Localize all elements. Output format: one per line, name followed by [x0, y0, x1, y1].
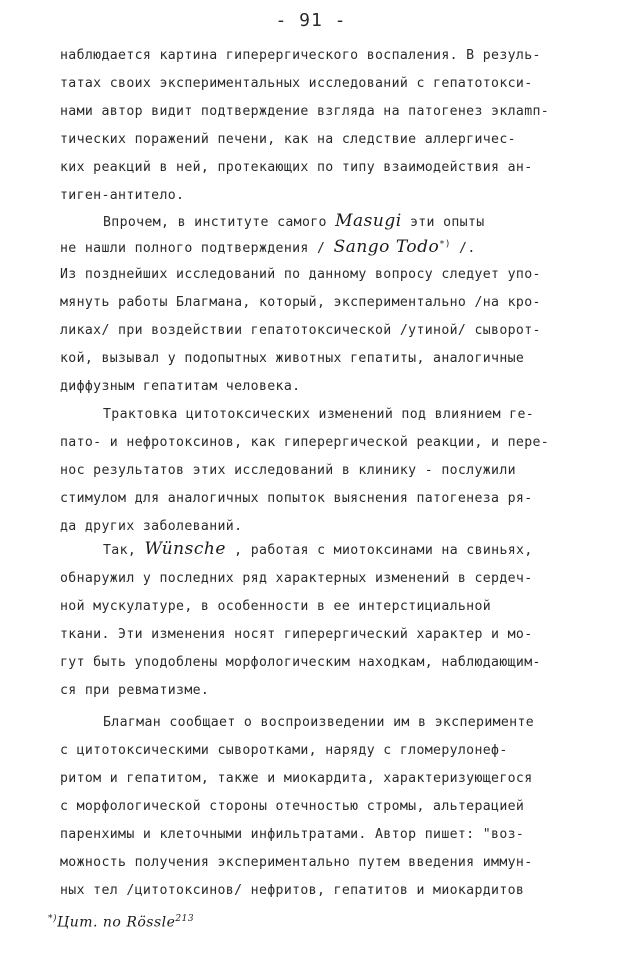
- handwritten-citation: Sango Todo: [333, 237, 440, 257]
- text-line: нос результатов этих исследований в клинику - послужили: [60, 463, 516, 478]
- text-line: Трактовка цитотоксических изменений под влиянием ге-: [103, 407, 535, 422]
- footnote: [48, 914, 194, 931]
- text-fragment: , работая с миотоксинами на свиньях,: [225, 543, 533, 558]
- text-line: пато- и нефротоксинов, как гиперергической реакции, и пере-: [60, 435, 550, 450]
- handwritten-name: Masugi: [335, 211, 402, 231]
- text-fragment: Впрочем, в институте самого: [103, 215, 336, 230]
- page-number: - 91 -: [275, 10, 347, 31]
- text-line: Из позднейших исследований по данному вопросу следует упо-: [60, 267, 541, 282]
- footnote-marker: *): [439, 239, 451, 250]
- text-line: Благман сообщает о воспроизведении им в эксперименте: [103, 715, 535, 730]
- text-line: обнаружил у последних ряд характерных изменений в сердеч-: [60, 571, 533, 586]
- text-line: кой, вызывал у подопытных животных гепатиты, аналогичные: [60, 351, 525, 366]
- text-line: тических поражений печени, как на следствие аллергичес-: [60, 132, 516, 147]
- text-line: с морфологической стороны отечностью стромы, альтерацией: [60, 799, 525, 814]
- text-line: тиген-антитело.: [60, 188, 185, 203]
- text-line: ткани. Эти изменения носят гиперергический характер и мо-: [60, 627, 533, 642]
- text-line: с цитотоксическими сыворотками, наряду с гломерулонеф-: [60, 743, 508, 758]
- text-line: татах своих экспериментальных исследований с гепатотокси-: [60, 76, 533, 91]
- text-line: [103, 213, 485, 230]
- text-line: ных тел /цитотоксинов/ нефритов, гепатитов и миокардитов: [60, 883, 525, 898]
- text-line: наблюдается картина гиперергического воспаления. В резуль-: [60, 48, 541, 63]
- text-fragment: не нашли полного подтверждения /: [60, 241, 334, 256]
- text-line: стимулом для аналогичных попыток выяснения патогенеза ря-: [60, 491, 533, 506]
- text-line: ной мускулатуре, в особенности в ее интерстициальной: [60, 599, 492, 614]
- text-line: [60, 239, 476, 256]
- text-line: мянуть работы Благмана, который, экспериментально /на кро-: [60, 295, 541, 310]
- text-line: ся при ревматизме.: [60, 683, 210, 698]
- text-line: можность получения экспериментально путем введения иммун-: [60, 855, 533, 870]
- text-fragment: Так,: [103, 543, 145, 558]
- text-fragment: эти опыты: [401, 215, 485, 230]
- text-line: нами автор видит подтверждение взгляда на патогенез эклamп-: [60, 104, 550, 119]
- handwritten-name: Wünsche: [144, 539, 226, 559]
- text-line: ких реакций в ней, протекающих по типу взаимодействия ан-: [60, 160, 533, 175]
- text-line: [103, 541, 533, 558]
- text-line: ритом и гепатитом, также и миокардита, характеризующегося: [60, 771, 533, 786]
- footnote-marker: *): [48, 914, 58, 924]
- text-fragment: /.: [450, 241, 476, 256]
- text-line: паренхимы и клеточными инфильтратами. Автор пишет: "воз-: [60, 827, 525, 842]
- text-line: диффузным гепатитам человека.: [60, 379, 301, 394]
- text-line: да других заболеваний.: [60, 519, 243, 534]
- text-line: ликах/ при воздействии гепатотоксической /утиной/ сыворот-: [60, 323, 541, 338]
- footnote-page-ref: 213: [175, 914, 195, 924]
- text-line: гут быть уподоблены морфологическим находкам, наблюдающим-: [60, 655, 541, 670]
- footnote-author: Rössle: [126, 914, 176, 931]
- footnote-text: Цит. по: [57, 914, 127, 931]
